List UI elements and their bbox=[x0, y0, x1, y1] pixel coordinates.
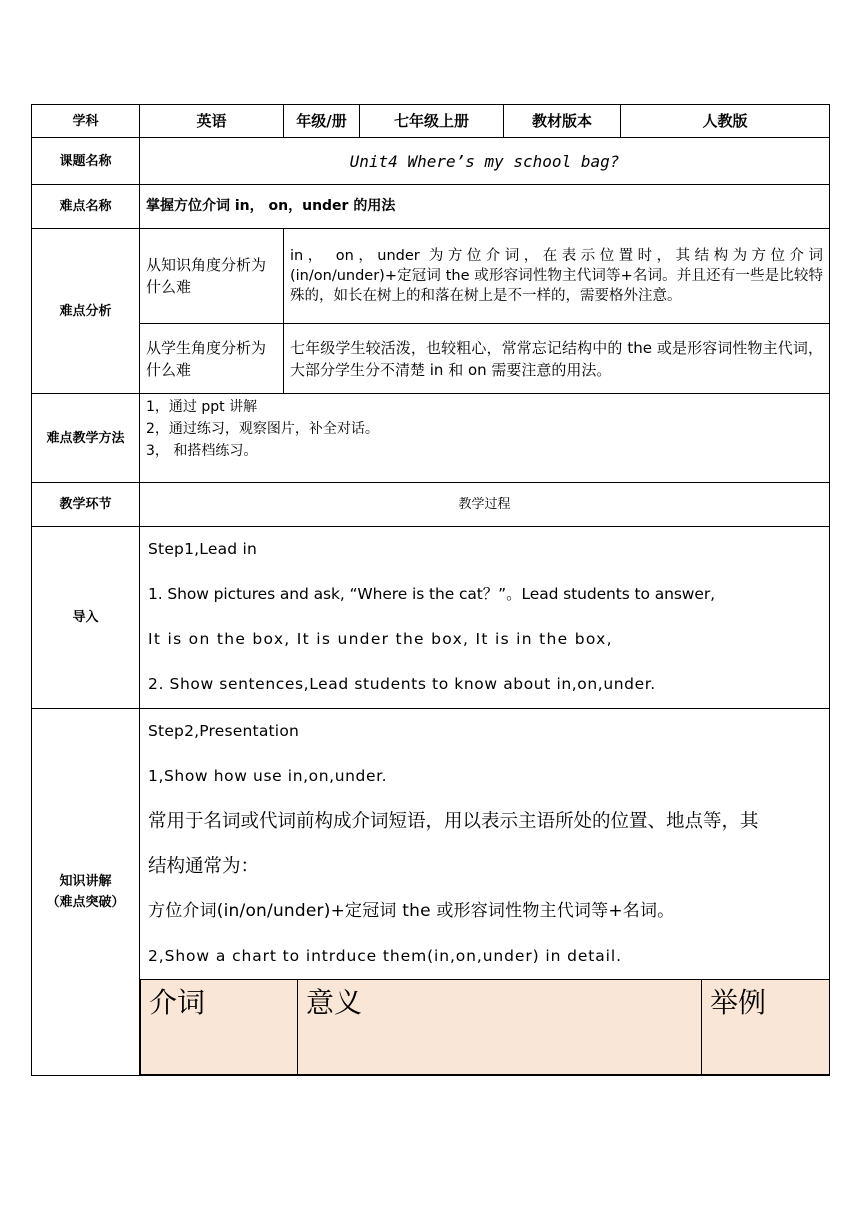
chart-header-meaning: 意义 bbox=[298, 980, 702, 1075]
intro-line: It is on the box, It is under the box, It is in the box, bbox=[148, 630, 613, 648]
lesson-title: Unit4 Where’s my school bag? bbox=[140, 138, 830, 185]
difficulty-value: 掌握方位介词 in， on，under 的用法 bbox=[140, 185, 830, 229]
difficulty-label: 难点名称 bbox=[32, 185, 140, 229]
analysis-student-row bbox=[32, 324, 830, 394]
intro-line: 1. Show pictures and ask, “Where is the cat？”。Lead students to answer, bbox=[148, 585, 715, 603]
intro-content bbox=[140, 527, 830, 709]
knowledge-line: Step2,Presentation bbox=[148, 722, 300, 740]
student-angle-text: 七年级学生较活泼，也较粗心，常常忘记结构中的 the 或是形容词性物主代词，大部分学生分不清楚 in 和 on 需要注意的用法。 bbox=[284, 324, 830, 394]
knowledge-label: 知识讲解 bbox=[59, 874, 112, 889]
grade-label: 年级/册 bbox=[284, 105, 360, 138]
knowledge-label-cell bbox=[32, 709, 140, 1076]
subject-value: 英语 bbox=[140, 105, 284, 138]
knowledge-line: 结构通常为： bbox=[148, 856, 260, 877]
knowledge-line: 2,Show a chart to intrduce them(in,on,under) in detail. bbox=[148, 947, 622, 965]
intro-line: Step1,Lead in bbox=[148, 540, 257, 558]
preposition-chart bbox=[140, 979, 830, 1075]
subject-label: 学科 bbox=[32, 105, 140, 138]
header-row bbox=[32, 105, 830, 138]
lesson-title-label: 课题名称 bbox=[32, 138, 140, 185]
intro-label: 导入 bbox=[32, 527, 140, 709]
knowledge-line: 方位介词(in/on/under)+定冠词 the 或形容词性物主代词等+名词。 bbox=[148, 901, 675, 921]
lesson-title-row bbox=[32, 138, 830, 185]
chart-header-example: 举例 bbox=[702, 980, 830, 1075]
knowledge-content bbox=[140, 709, 830, 1076]
method-item: 1，通过 ppt 讲解 bbox=[146, 399, 258, 415]
student-angle-label: 从学生角度分析为什么难 bbox=[140, 324, 284, 394]
analysis-knowledge-row bbox=[32, 229, 830, 324]
method-item: 2，通过练习，观察图片，补全对话。 bbox=[146, 421, 379, 437]
method-item: 3， 和搭档练习。 bbox=[146, 443, 258, 459]
intro-row bbox=[32, 527, 830, 709]
intro-line: 2. Show sentences,Lead students to know about in,on,under. bbox=[148, 675, 656, 693]
chart-header-row bbox=[141, 980, 830, 1075]
process-value: 教学过程 bbox=[140, 483, 830, 527]
knowledge-line: 1,Show how use in,on,under. bbox=[148, 767, 388, 785]
grade-value: 七年级上册 bbox=[360, 105, 504, 138]
edition-value: 人教版 bbox=[621, 105, 830, 138]
lesson-plan-table bbox=[31, 104, 830, 1076]
chart-header-preposition: 介词 bbox=[141, 980, 298, 1075]
methods-label: 难点教学方法 bbox=[32, 394, 140, 483]
process-row bbox=[32, 483, 830, 527]
analysis-label: 难点分析 bbox=[32, 229, 140, 394]
knowledge-sublabel: （难点突破） bbox=[46, 895, 125, 910]
difficulty-row bbox=[32, 185, 830, 229]
knowledge-line: 常用于名词或代词前构成介词短语，用以表示主语所处的位置、地点等，其 bbox=[148, 811, 759, 832]
knowledge-row bbox=[32, 709, 830, 1076]
process-label: 教学环节 bbox=[32, 483, 140, 527]
knowledge-angle-text: in， on，under 为方位介词，在表示位置时，其结构为方位介词(in/on/under)+定冠词 the 或形容词性物主代词等+名词。并且还有一些是比较特殊的，如长在树上的和落在树上是不一样的，需要格外注意。 bbox=[284, 229, 830, 324]
methods-row bbox=[32, 394, 830, 483]
knowledge-angle-label: 从知识角度分析为什么难 bbox=[140, 229, 284, 324]
methods-list bbox=[140, 394, 830, 483]
edition-label: 教材版本 bbox=[504, 105, 621, 138]
